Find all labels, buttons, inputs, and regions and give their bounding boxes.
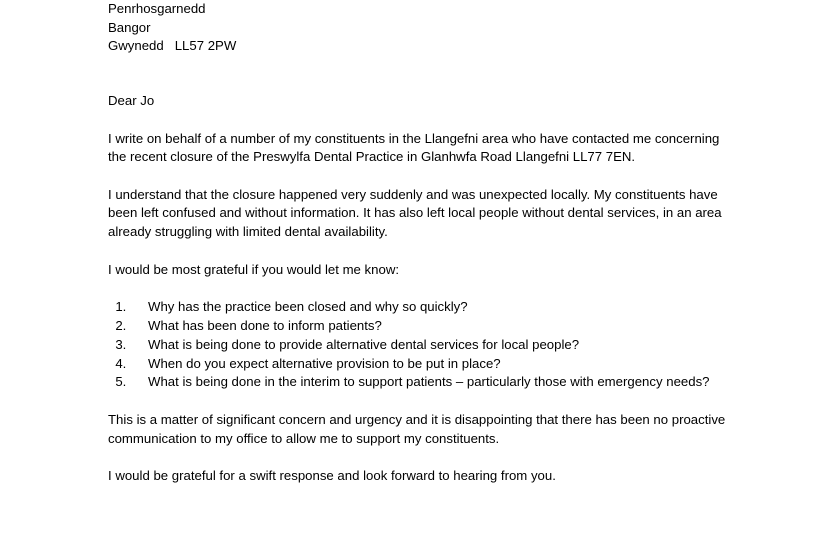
- spacer-4: [108, 392, 733, 411]
- closing-paragraph-1: This is a matter of significant concern and urgency and it is disappointing that there has been no proactive communication to my office to allow me to support my constituents.: [108, 412, 726, 446]
- paragraph-2: I understand that the closure happened very suddenly and was unexpected locally. My constituents have been left confused and without information. It has also left local people without dental services, in an area already struggling with limited dental availability.: [108, 186, 722, 240]
- address-line-3: Gwynedd LL57 2PW: [108, 38, 237, 54]
- address-line-2: Bangor: [108, 19, 151, 35]
- spacer-1: [108, 167, 733, 186]
- letter-body: [108, 0, 733, 486]
- sender-address-block: [108, 0, 733, 56]
- salutation: Dear Jo: [108, 93, 155, 109]
- spacer-3: [108, 279, 733, 298]
- list-item: 1. Why has the practice been closed and why so quickly?: [130, 298, 733, 317]
- closing-paragraph-2: I would be grateful for a swift response and look forward to hearing from you.: [108, 468, 556, 484]
- spacer-after-salutation: [108, 111, 733, 130]
- spacer-5: [108, 448, 733, 467]
- list-item: 4. When do you expect alternative provision to be put in place?: [130, 355, 733, 374]
- spacer-after-address-2: [108, 74, 733, 92]
- paragraph-3: I would be most grateful if you would let me know:: [108, 261, 400, 277]
- questions-list: [108, 298, 733, 392]
- spacer-after-address: [108, 56, 733, 74]
- address-line-1: Penrhosgarnedd: [108, 1, 206, 16]
- list-item: 2. What has been done to inform patients?: [130, 317, 733, 336]
- paragraph-1: I write on behalf of a number of my constituents in the Llangefni area who have contacted me concerning the recent closure of the Preswylfa Dental Practice in Glanhwfa Road Llangefni LL77 7EN.: [108, 130, 720, 165]
- spacer-2: [108, 242, 733, 261]
- list-item: 3. What is being done to provide alternative dental services for local people?: [130, 336, 733, 355]
- list-item: 5. What is being done in the interim to support patients – particularly those with emergency needs?: [130, 373, 733, 392]
